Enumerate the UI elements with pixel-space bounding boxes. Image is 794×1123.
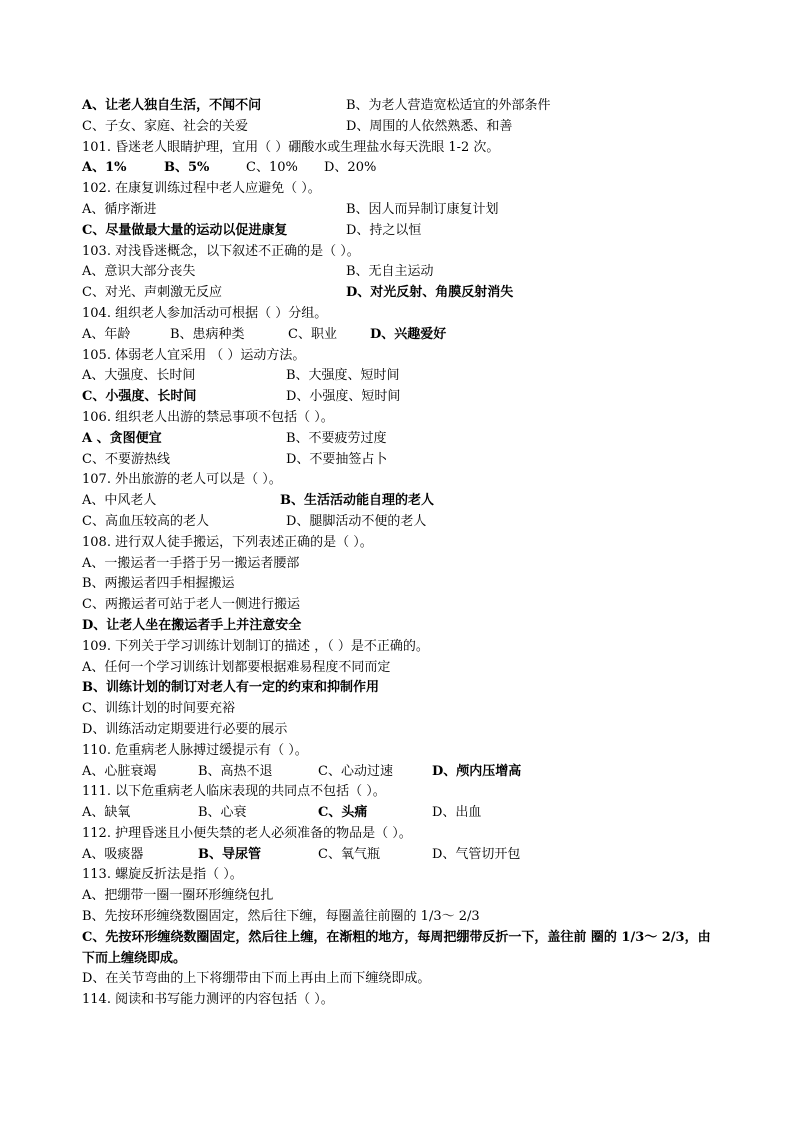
question-stem: 112. 护理昏迷且小便失禁的老人必须准备的物品是（ ）。 xyxy=(82,825,412,841)
question-stem: 101. 昏迷老人眼睛护理，宜用（ ）硼酸水或生理盐水每天洗眼 1-2 次。 xyxy=(82,139,500,155)
answer-option: D、腿脚活动不便的老人 xyxy=(286,513,427,529)
answer-option: D、周围的人依然熟悉、和善 xyxy=(346,118,513,134)
answer-option: B、5% xyxy=(164,160,210,176)
answer-option: B、高热不退 xyxy=(198,763,273,779)
answer-option: B、两搬运者四手相握搬运 xyxy=(82,576,235,592)
answer-option: B、心衰 xyxy=(198,805,247,821)
option-row xyxy=(82,117,722,138)
answer-option: D、兴趣爱好 xyxy=(370,326,447,342)
option-row xyxy=(82,200,722,221)
answer-option: B、先按环形缠绕数圈固定，然后往下缠，每圈盖往前圈的 1/3～ 2/3 xyxy=(82,909,480,925)
answer-option: B、为老人营造宽松适宜的外部条件 xyxy=(346,98,551,113)
question-stem: 105. 体弱老人宜采用 （ ）运动方法。 xyxy=(82,347,306,363)
option-row xyxy=(82,512,722,533)
answer-option: C、子女、家庭、社会的关爱 xyxy=(82,118,248,134)
option-row xyxy=(82,762,722,783)
option-row xyxy=(82,325,722,346)
answer-option: B、无自主运动 xyxy=(346,264,434,280)
answer-option: C、两搬运者可站于老人一侧进行搬运 xyxy=(82,597,300,613)
answer-option: A、让老人独自生活，不闻不问 xyxy=(82,98,262,113)
answer-option: C、氧气瓶 xyxy=(318,846,380,862)
question-stem: 107. 外出旅游的老人可以是（ ）。 xyxy=(82,472,282,488)
option-row xyxy=(82,221,722,242)
answer-option: D、持之以恒 xyxy=(346,222,422,238)
answer-option: C、对光、声刺激无反应 xyxy=(82,285,222,301)
answer-option: C、头痛 xyxy=(318,805,368,821)
answer-option: C、小强度、长时间 xyxy=(82,389,197,405)
answer-option: B、导尿管 xyxy=(198,846,261,862)
answer-option: A、大强度、长时间 xyxy=(82,368,196,384)
option-row xyxy=(82,262,722,283)
option-row xyxy=(82,283,722,304)
question-list xyxy=(82,96,722,1011)
answer-option: D、20% xyxy=(324,160,377,176)
answer-option: D、让老人坐在搬运者手上并注意安全 xyxy=(82,617,302,633)
question-stem: 108. 进行双人徒手搬运，下列表述正确的是（ ）。 xyxy=(82,534,373,550)
option-row xyxy=(82,96,722,117)
answer-option: A、1% xyxy=(82,160,127,176)
answer-option: D、出血 xyxy=(432,805,482,821)
answer-option: C、尽量做最大量的运动以促进康复 xyxy=(82,222,288,238)
answer-option: C、职业 xyxy=(288,326,337,342)
option-row xyxy=(82,803,722,824)
answer-option: A、循序渐进 xyxy=(82,201,157,217)
answer-option: C、先按环形缠绕数圈固定，然后往上缠，在渐粗的地方，每周把绷带反折一下，盖往前 圈的 1/3～ 2/3，由下而上缠绕即成。 xyxy=(82,929,711,966)
answer-option: A 、贪图便宜 xyxy=(82,430,162,446)
answer-option: C、10% xyxy=(246,160,298,176)
option-row xyxy=(82,450,722,471)
answer-option: B、不要疲劳过度 xyxy=(286,430,387,446)
answer-option: D、训练活动定期要进行必要的展示 xyxy=(82,721,288,737)
answer-option: B、患病种类 xyxy=(170,326,245,342)
answer-option: A、年龄 xyxy=(82,326,131,342)
answer-option: B、大强度、短时间 xyxy=(286,368,400,384)
answer-option: B、生活活动能自理的老人 xyxy=(280,493,434,509)
answer-option: D、气管切开包 xyxy=(432,846,521,862)
answer-option: B、因人而异制订康复计划 xyxy=(346,201,499,217)
option-row xyxy=(82,158,722,179)
question-stem: 111. 以下危重病老人临床表现的共同点不包括（ ）。 xyxy=(82,784,386,800)
question-stem: 102. 在康复训练过程中老人应避免（ ）。 xyxy=(82,181,321,197)
option-row xyxy=(82,491,722,512)
answer-option: C、心动过速 xyxy=(318,763,393,779)
answer-option: A、意识大部分丧失 xyxy=(82,264,196,280)
answer-option: A、中风老人 xyxy=(82,493,157,509)
answer-option: D、不要抽签占卜 xyxy=(286,451,388,467)
answer-option: D、颅内压增高 xyxy=(432,763,522,779)
answer-option: A、一搬运者一手搭于另一搬运者腰部 xyxy=(82,555,300,571)
question-stem: 113. 螺旋反折法是指（ ）。 xyxy=(82,867,243,883)
question-stem: 104. 组织老人参加活动可根据（ ）分组。 xyxy=(82,305,328,321)
answer-option: C、不要游热线 xyxy=(82,451,170,467)
answer-option: A、任何一个学习训练计划都要根据难易程度不同而定 xyxy=(82,659,391,675)
option-row xyxy=(82,387,722,408)
option-row xyxy=(82,366,722,387)
answer-option: A、缺氧 xyxy=(82,805,131,821)
question-stem: 106. 组织老人出游的禁忌事项不包括（ ）。 xyxy=(82,409,334,425)
question-stem: 110. 危重病老人脉搏过缓提示有（ ）。 xyxy=(82,742,308,758)
question-stem: 109. 下列关于学习训练计划制订的描述 ，（ ）是不正确的。 xyxy=(82,638,429,654)
answer-option: D、在关节弯曲的上下将绷带由下而上再由上而下缠绕即成。 xyxy=(82,971,431,987)
question-stem: 103. 对浅昏迷概念，以下叙述不正确的是（ ）。 xyxy=(82,243,360,259)
answer-option: A、心脏衰竭 xyxy=(82,763,157,779)
answer-option: C、训练计划的时间要充裕 xyxy=(82,701,235,717)
answer-option: A、把绷带一圈一圈环形缠绕包扎 xyxy=(82,888,274,904)
option-row xyxy=(82,429,722,450)
answer-option: C、高血压较高的老人 xyxy=(82,513,209,529)
option-row xyxy=(82,845,722,866)
answer-option: D、对光反射、角膜反射消失 xyxy=(346,285,514,301)
question-stem: 114. 阅读和书写能力测评的内容包括（ ）。 xyxy=(82,992,334,1008)
answer-option: B、训练计划的制订对老人有一定的约束和抑制作用 xyxy=(82,680,379,696)
answer-option: A、吸痰器 xyxy=(82,846,144,862)
answer-option: D、小强度、短时间 xyxy=(286,389,401,405)
